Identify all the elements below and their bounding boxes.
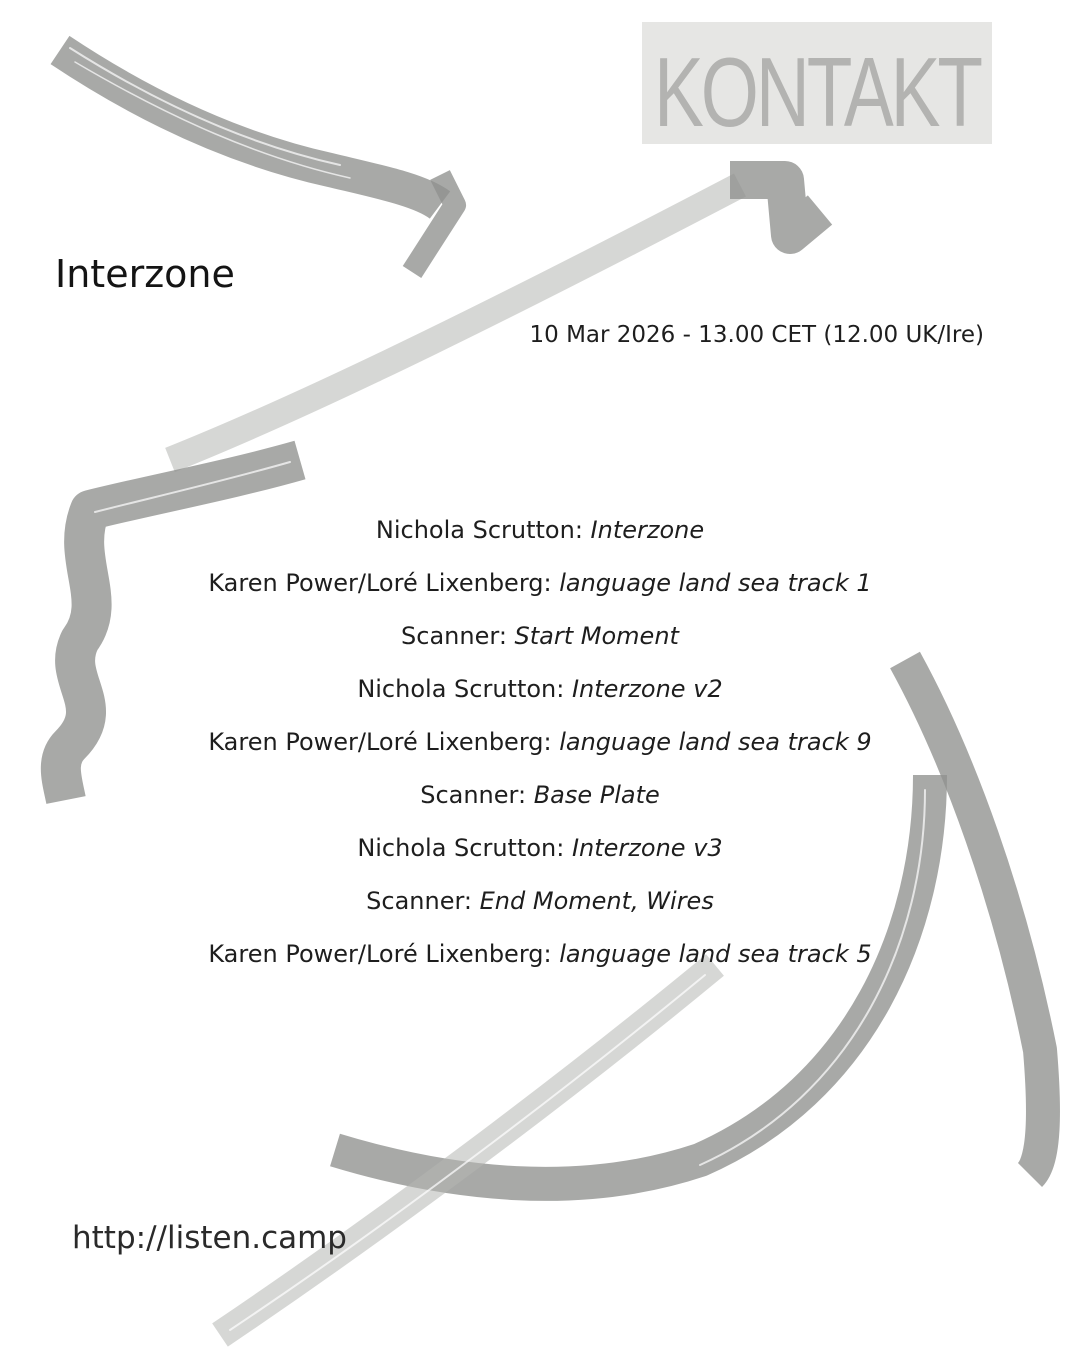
program-artist: Scanner:	[401, 622, 515, 650]
program-work: Interzone	[590, 516, 705, 544]
program-item	[0, 879, 1080, 932]
program-work: language land sea track 9	[559, 728, 872, 756]
website-url: http://listen.camp	[72, 1220, 347, 1256]
program-item	[0, 720, 1080, 773]
kontakt-logo	[642, 22, 992, 147]
program-artist: Nichola Scrutton:	[375, 516, 591, 544]
program-list	[0, 508, 1080, 985]
program-work: Base Plate	[533, 781, 660, 809]
event-title: Interzone	[55, 252, 235, 296]
program-artist: Scanner:	[420, 781, 534, 809]
program-artist: Scanner:	[366, 887, 480, 915]
program-work: Interzone v2	[571, 675, 723, 703]
program-artist: Karen Power/Loré Lixenberg:	[208, 940, 560, 968]
program-work: language land sea track 5	[559, 940, 872, 968]
brush-stroke-bottom-diagonal	[220, 965, 715, 1335]
program-artist: Nichola Scrutton:	[357, 834, 572, 862]
program-item	[0, 773, 1080, 826]
logo-text: KONTAKT	[654, 37, 982, 147]
program-item	[0, 508, 1080, 561]
program-work: Start Moment	[514, 622, 679, 650]
brush-stroke-hook-upper-right	[730, 180, 820, 235]
program-artist: Nichola Scrutton:	[357, 675, 572, 703]
program-item	[0, 826, 1080, 879]
program-item	[0, 667, 1080, 720]
program-artist: Karen Power/Loré Lixenberg:	[208, 569, 560, 597]
program-work: Interzone v3	[571, 834, 723, 862]
program-artist: Karen Power/Loré Lixenberg:	[208, 728, 560, 756]
program-item	[0, 614, 1080, 667]
program-item	[0, 561, 1080, 614]
brush-stroke-top-left	[60, 50, 440, 205]
program-work: End Moment, Wires	[479, 887, 714, 915]
program-item	[0, 932, 1080, 985]
event-date: 10 Mar 2026 - 13.00 CET (12.00 UK/Ire)	[529, 322, 984, 348]
program-work: language land sea track 1	[559, 569, 872, 597]
